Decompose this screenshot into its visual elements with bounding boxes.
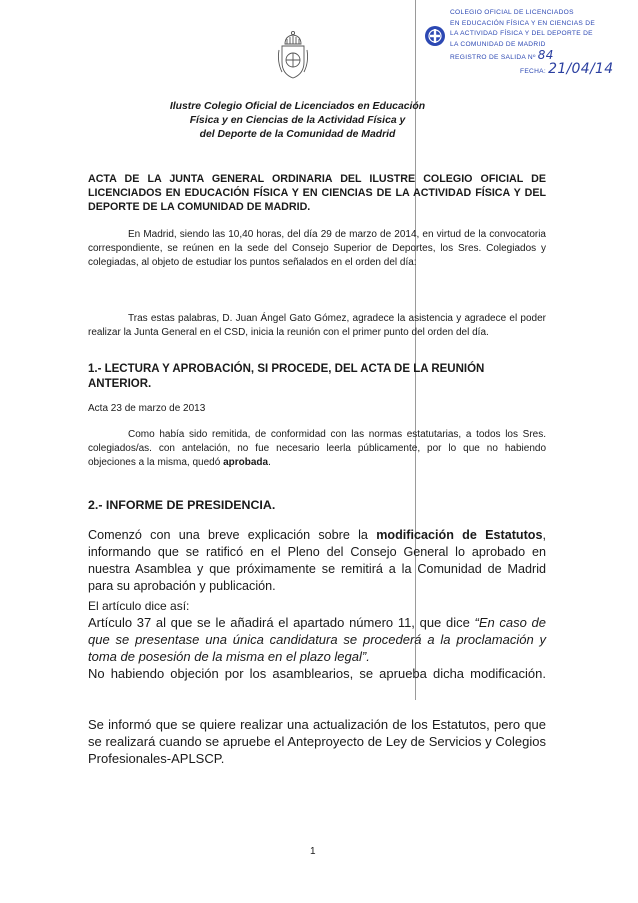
crest-icon <box>276 30 310 82</box>
section2-title: 2.- INFORME DE PRESIDENCIA. <box>88 498 276 512</box>
header-line: Física y en Ciencias de la Actividad Física y <box>189 115 406 126</box>
article-intro: El artículo dice así: <box>88 599 190 613</box>
registry-stamp <box>418 6 623 96</box>
final-paragraph: Se informó que se quiere realizar una actualización de los Estatutos, pero que se realizará cuando se apruebe el Anteproyecto de Ley de Servicios y Colegios Profesionales-APLSCP. <box>88 717 546 766</box>
stamp-fecha-value: 21/04/14 <box>548 60 614 77</box>
section1-paragraph-bold: aprobada <box>223 457 269 468</box>
stamp-registro-value: 84 <box>537 48 554 63</box>
stamp-fecha-row <box>450 60 614 78</box>
stamp-line: COLEGIO OFICIAL DE LICENCIADOS <box>450 9 574 16</box>
section2-p1-bold: modificación de Estatutos <box>376 528 543 542</box>
section2-p1-start: Comenzó con una breve explicación sobre la <box>88 528 368 542</box>
page-number: 1 <box>310 846 316 857</box>
section1-title-text: 1.- LECTURA Y APROBACIÓN, SI PROCEDE, DEL ACTA DE LA REUNIÓN ANTERIOR. <box>88 363 485 390</box>
section1-paragraph-end: . <box>268 457 271 468</box>
stamp-line: LA ACTIVIDAD FÍSICA Y DEL DEPORTE DE <box>450 30 593 38</box>
stamp-line: LA COMUNIDAD DE MADRID <box>450 40 546 48</box>
section1-acta-ref: Acta 23 de marzo de 2013 <box>88 403 206 414</box>
no-objection-paragraph: No habiendo objeción por los asamblearios, se aprueba dicha modificación. <box>88 666 546 681</box>
institution-header <box>130 100 465 142</box>
section2-p1-end: , informando que se ratificó en el Pleno del Consejo General lo aprobado en nuestra Asamblea y que próximamente se remitirá a la Comunidad de Madrid para su aprobación y publicación. <box>88 528 547 593</box>
article-quote: “En caso de que se presentase una única candidatura se procederá a la proclamación y toma de posesión de la misma en el plazo legal”. <box>88 615 546 664</box>
section2-paragraph1 <box>88 527 546 595</box>
intro-paragraph: En Madrid, siendo las 10,40 horas, del día 29 de marzo de 2014, en virtud de la convocatoria correspondiente, se reúnen en la sede del Consejo Superior de Deportes, los Sres. Colegiados y colegiadas, al objeto de estudiar los puntos señalados en el orden del día: <box>88 229 546 268</box>
stamp-fecha-label: FECHA: <box>520 67 546 75</box>
stamp-emblem-icon <box>424 25 446 47</box>
section1-paragraph-text: Como había sido remitida, de conformidad con las normas estatutarias, a todos los Sres. colegiados/as. con antelación, no fue necesario leerla públicamente, por lo que no habiendo objeciones a la misma, quedó <box>88 429 546 468</box>
act-title: ACTA DE LA JUNTA GENERAL ORDINARIA DEL ILUSTRE COLEGIO OFICIAL DE LICENCIADOS EN EDUCACIÓN FÍSICA Y EN CIENCIAS DE LA ACTIVIDAD FÍSICA Y DEL DEPORTE DE LA COMUNIDAD DE MADRID. <box>88 173 546 213</box>
section1-title <box>88 362 546 392</box>
stamp-text <box>450 8 613 78</box>
article-paragraph <box>88 614 546 665</box>
stamp-line: EN EDUCACIÓN FÍSICA Y EN CIENCIAS DE <box>450 19 596 27</box>
header-line: Ilustre Colegio Oficial de Licenciados en Educación <box>169 101 426 112</box>
section1-paragraph <box>88 428 546 470</box>
stamp-registro-label: REGISTRO DE SALIDA Nº <box>450 54 536 62</box>
header-line: del Deporte de la Comunidad de Madrid <box>199 129 396 140</box>
article-text: Artículo 37 al que se le añadirá el apartado número 11, que dice <box>88 615 470 630</box>
second-paragraph: Tras estas palabras, D. Juan Ángel Gato Gómez, agradece la asistencia y agradece el poder realizar la Junta General en el CSD, inicia la reunión con el primer punto del orden del día. <box>88 313 546 338</box>
